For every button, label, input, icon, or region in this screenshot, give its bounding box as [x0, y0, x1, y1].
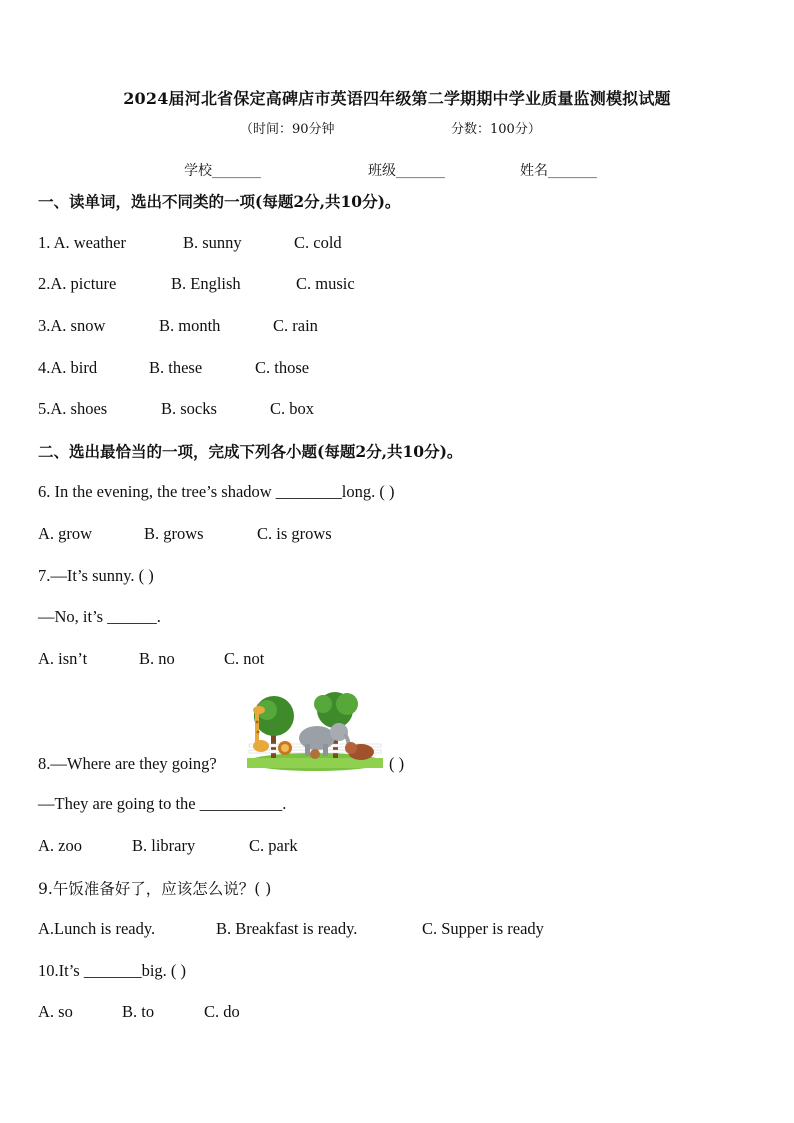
q7-option-a: A. isn’t: [38, 649, 88, 668]
q1-option-c: C. cold: [294, 233, 342, 252]
q10-stem: 10.It’s _______big. ( ): [38, 961, 187, 980]
zoo-animals-illustration: [247, 692, 383, 772]
q2-option-a: 2.A. picture: [38, 274, 117, 293]
section2-heading: 二、选出最恰当的一项，完成下列各小题(每题2分,共10分)。: [38, 442, 463, 461]
q8-stem: 8.—Where are they going?: [38, 754, 217, 773]
section1-heading: 一、读单词，选出不同类的一项(每题2分,共10分)。: [38, 192, 401, 211]
class-field: 班级_______: [368, 163, 445, 179]
q1-option-a: 1. A. weather: [38, 233, 126, 252]
q8-answer-paren: ( ): [389, 754, 405, 773]
q8-option-c: C. park: [249, 836, 298, 855]
q2-option-b: B. English: [171, 274, 241, 293]
q5-option-c: C. box: [270, 399, 315, 418]
q8-option-b: B. library: [132, 836, 196, 855]
q7-option-b: B. no: [139, 649, 175, 668]
q6-option-a: A. grow: [38, 524, 93, 543]
q9-option-c: C. Supper is ready: [422, 919, 544, 938]
name-field: 姓名_______: [520, 163, 597, 179]
q1-option-b: B. sunny: [183, 233, 242, 252]
q3-option-c: C. rain: [273, 316, 318, 335]
q6-stem: 6. In the evening, the tree’s shadow ________long. ( ): [38, 482, 395, 501]
q8-line2: —They are going to the __________.: [38, 794, 287, 813]
q4-option-b: B. these: [149, 358, 203, 377]
q2-option-c: C. music: [296, 274, 355, 293]
q5-option-a: 5.A. shoes: [38, 399, 108, 418]
exam-title: 2024届河北省保定高碑店市英语四年级第二学期期中学业质量监测模拟试题: [123, 89, 671, 108]
q4-option-a: 4.A. bird: [38, 358, 98, 377]
q7-line2: —No, it’s ______.: [38, 607, 161, 626]
q6-option-c: C. is grows: [257, 524, 332, 543]
q3-option-b: B. month: [159, 316, 221, 335]
q10-option-c: C. do: [204, 1002, 240, 1021]
q9-option-a: A.Lunch is ready.: [38, 919, 156, 938]
exam-time: （时间：90分钟: [240, 122, 335, 137]
q7-stem: 7.—It’s sunny. ( ): [38, 566, 154, 585]
q9-stem: 9.午饭准备好了，应该怎么说？( ): [38, 880, 272, 898]
q10-option-b: B. to: [122, 1002, 155, 1021]
q6-option-b: B. grows: [144, 524, 204, 543]
q4-option-c: C. those: [255, 358, 310, 377]
exam-score: 分数：100分）: [451, 122, 541, 137]
q10-option-a: A. so: [38, 1002, 73, 1021]
q3-option-a: 3.A. snow: [38, 316, 106, 335]
q9-option-b: B. Breakfast is ready.: [216, 919, 358, 938]
q5-option-b: B. socks: [161, 399, 217, 418]
school-field: 学校_______: [184, 163, 261, 179]
q8-option-a: A. zoo: [38, 836, 82, 855]
q7-option-c: C. not: [224, 649, 265, 668]
